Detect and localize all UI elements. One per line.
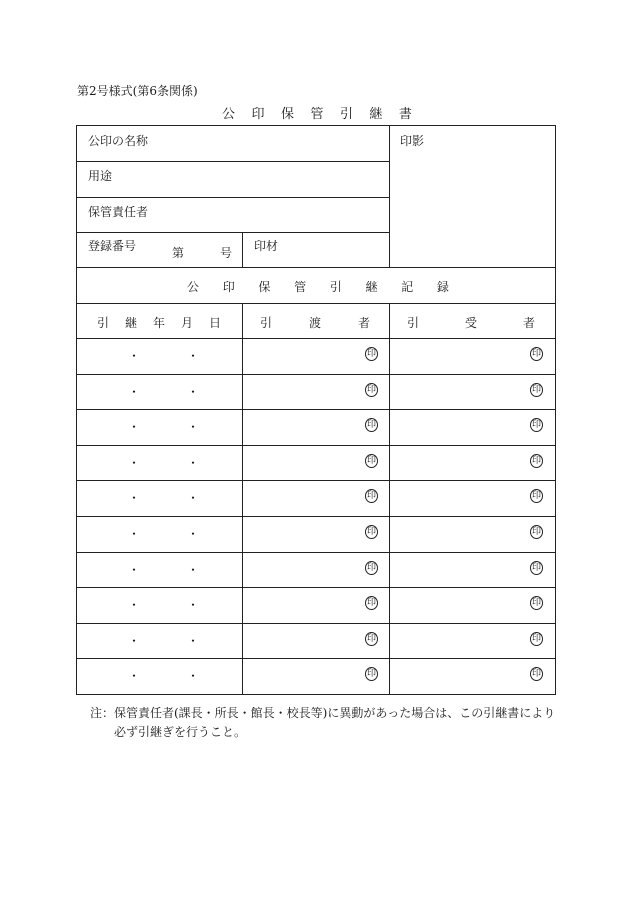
header-char: 引 bbox=[407, 316, 420, 330]
form-number-label: 第2号様式(第6条関係) bbox=[77, 84, 198, 98]
seal-mark: 印 bbox=[366, 633, 376, 644]
seal-mark: 印 bbox=[366, 562, 376, 573]
seal-mark: 印 bbox=[531, 669, 541, 680]
seal-mark: 印 bbox=[366, 491, 376, 502]
title-char: 公 bbox=[222, 107, 236, 122]
material-label: 印材 bbox=[254, 239, 279, 253]
title-char: 継 bbox=[369, 107, 383, 122]
record-row bbox=[77, 445, 555, 480]
record-title-char: 録 bbox=[436, 280, 449, 294]
date-separator: ・ bbox=[128, 633, 141, 648]
divider bbox=[77, 197, 389, 198]
date-separator: ・ bbox=[128, 598, 141, 613]
column-header-date bbox=[97, 314, 221, 331]
header-char: 継 bbox=[124, 316, 137, 330]
seal-mark: 印 bbox=[531, 420, 541, 431]
transfer-form-table bbox=[76, 125, 556, 695]
usage-label: 用途 bbox=[88, 169, 113, 183]
date-separator: ・ bbox=[128, 562, 141, 577]
number-suffix: 号 bbox=[220, 246, 233, 260]
column-header-transferor bbox=[260, 314, 370, 331]
divider bbox=[242, 232, 243, 267]
seal-mark: 印 bbox=[531, 527, 541, 537]
divider bbox=[77, 303, 555, 304]
header-char: 月 bbox=[180, 316, 193, 330]
seal-mark: 印 bbox=[531, 598, 541, 609]
date-separator: ・ bbox=[187, 384, 200, 399]
date-separator: ・ bbox=[187, 349, 200, 363]
seal-mark: 印 bbox=[366, 349, 376, 359]
number-prefix: 第 bbox=[172, 246, 185, 260]
header-char: 引 bbox=[260, 316, 273, 330]
title-char: 引 bbox=[339, 107, 353, 122]
date-separator: ・ bbox=[187, 633, 200, 648]
divider bbox=[77, 232, 389, 233]
date-separator: ・ bbox=[128, 491, 141, 506]
date-separator: ・ bbox=[187, 598, 200, 613]
date-separator: ・ bbox=[128, 384, 141, 399]
footnote-line: 必ず引継ぎを行うこと。 bbox=[114, 725, 247, 739]
record-row bbox=[77, 409, 555, 444]
record-row bbox=[77, 516, 555, 551]
date-separator: ・ bbox=[128, 527, 141, 541]
header-char: 日 bbox=[208, 316, 221, 330]
footnote-line: 注：保管責任者(課長・所長・館長・校長等)に異動があった場合は、この引継書により bbox=[90, 706, 556, 720]
header-char: 引 bbox=[97, 316, 110, 330]
record-title-char: 継 bbox=[365, 280, 378, 294]
date-separator: ・ bbox=[128, 420, 141, 435]
date-separator: ・ bbox=[128, 455, 141, 470]
seal-mark: 印 bbox=[531, 384, 541, 395]
title-char: 管 bbox=[310, 107, 324, 122]
record-row bbox=[77, 587, 555, 622]
seal-mark: 印 bbox=[366, 527, 376, 537]
date-separator: ・ bbox=[128, 669, 141, 684]
date-separator: ・ bbox=[187, 491, 200, 506]
title-char: 保 bbox=[280, 107, 294, 122]
date-separator: ・ bbox=[187, 669, 200, 684]
seal-mark: 印 bbox=[531, 633, 541, 644]
record-row bbox=[77, 552, 555, 587]
header-char: 渡 bbox=[308, 316, 321, 330]
seal-mark: 印 bbox=[366, 384, 376, 395]
header-char: 者 bbox=[357, 316, 370, 330]
seal-mark: 印 bbox=[531, 455, 541, 466]
footnote bbox=[90, 704, 560, 742]
date-separator: ・ bbox=[128, 349, 141, 363]
record-row bbox=[77, 374, 555, 409]
record-row bbox=[77, 623, 555, 658]
record-title-char: 公 bbox=[187, 280, 200, 294]
record-title-char: 印 bbox=[222, 280, 235, 294]
divider bbox=[77, 161, 389, 162]
record-section-title bbox=[187, 278, 449, 295]
header-char: 受 bbox=[464, 316, 477, 330]
record-row bbox=[77, 480, 555, 515]
header-char: 年 bbox=[152, 316, 165, 330]
seal-mark: 印 bbox=[531, 562, 541, 573]
divider bbox=[389, 126, 390, 267]
record-row bbox=[77, 338, 555, 373]
seal-impression-label: 印影 bbox=[400, 134, 425, 148]
date-separator: ・ bbox=[187, 420, 200, 435]
seal-mark: 印 bbox=[531, 349, 541, 359]
title-char: 書 bbox=[398, 107, 412, 122]
header-char: 者 bbox=[522, 316, 535, 330]
record-title-char: 引 bbox=[329, 280, 342, 294]
seal-mark: 印 bbox=[366, 598, 376, 609]
seal-name-label: 公印の名称 bbox=[88, 134, 149, 148]
seal-mark: 印 bbox=[366, 669, 376, 680]
record-title-char: 管 bbox=[294, 280, 307, 294]
seal-mark: 印 bbox=[366, 455, 376, 466]
registration-number-label: 登録番号 bbox=[88, 239, 137, 253]
document-title bbox=[222, 103, 412, 122]
record-title-char: 保 bbox=[258, 280, 271, 294]
custodian-label: 保管責任者 bbox=[88, 205, 149, 219]
seal-mark: 印 bbox=[531, 491, 541, 502]
seal-mark: 印 bbox=[366, 420, 376, 431]
divider bbox=[77, 267, 555, 268]
title-char: 印 bbox=[251, 107, 265, 122]
column-header-receiver bbox=[407, 314, 535, 331]
record-title-char: 記 bbox=[401, 280, 414, 294]
date-separator: ・ bbox=[187, 455, 200, 470]
record-row bbox=[77, 658, 555, 693]
date-separator: ・ bbox=[187, 527, 200, 541]
date-separator: ・ bbox=[187, 562, 200, 577]
